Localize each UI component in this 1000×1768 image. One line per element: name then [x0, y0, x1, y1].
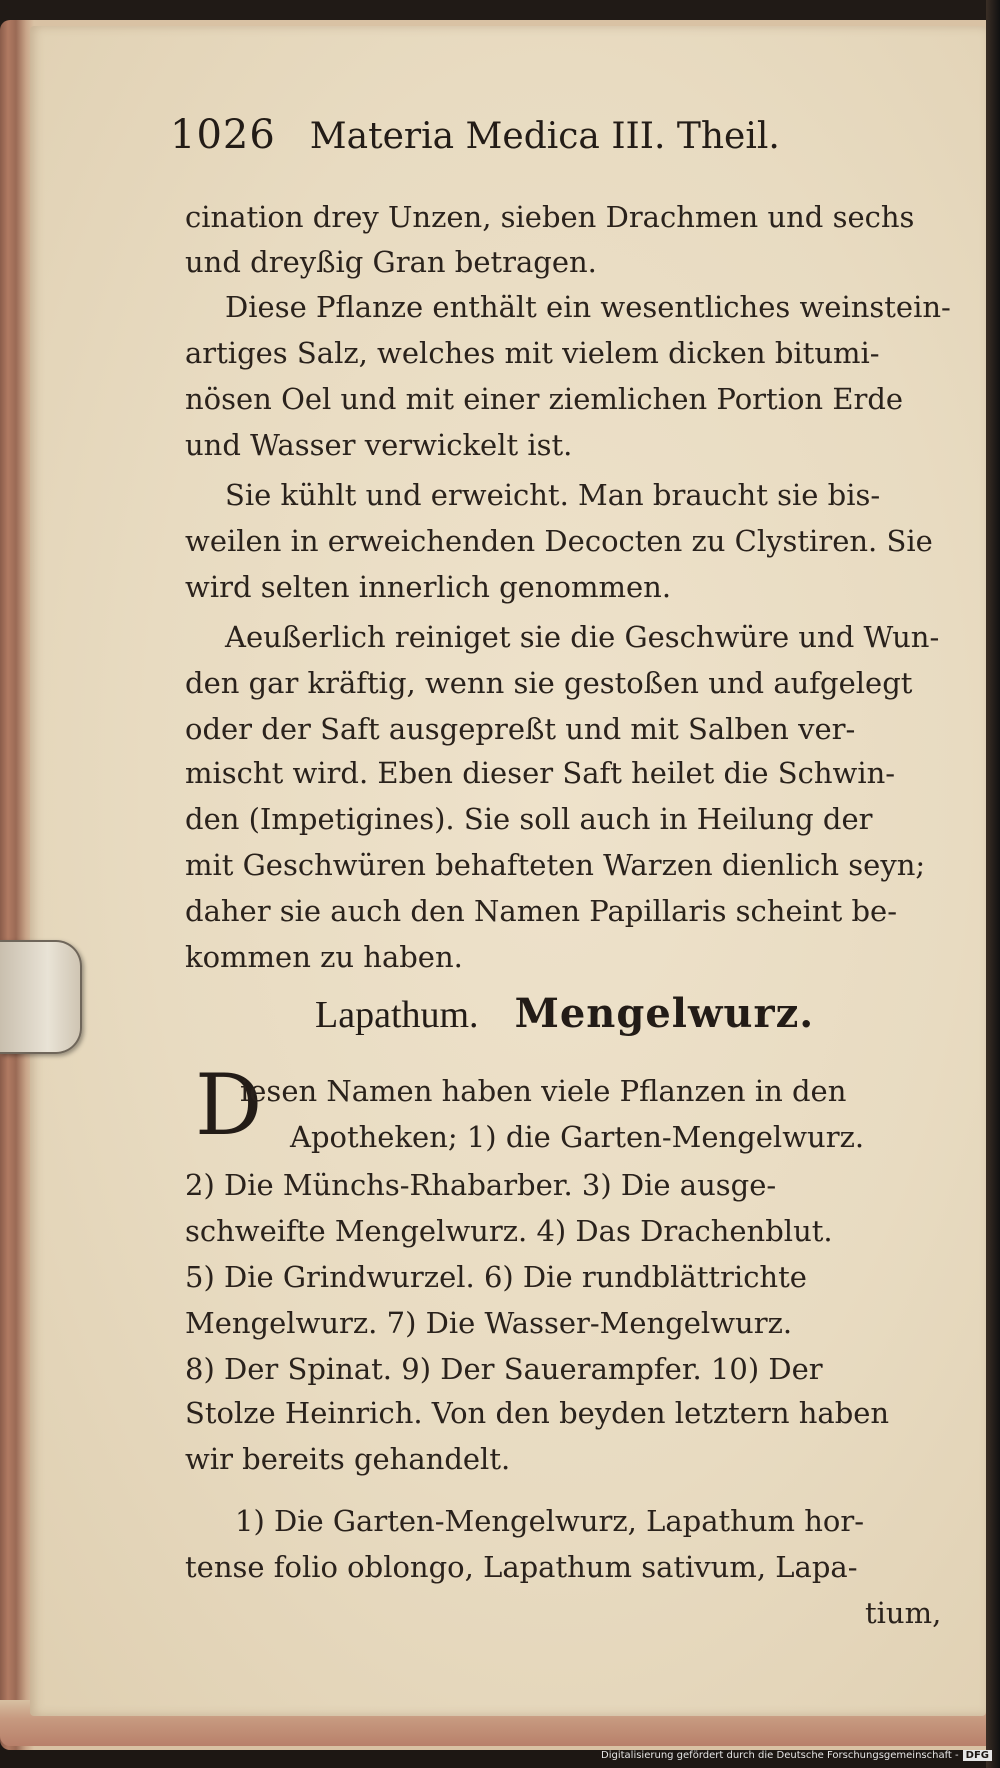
text-line: oder der Saft ausgepreßt und mit Salben ver-	[185, 712, 856, 746]
text-line: 5) Die Grindwurzel. 6) Die rundblättrichte	[185, 1260, 807, 1294]
text-line: schweifte Mengelwurz. 4) Das Drachenblut.	[185, 1214, 833, 1248]
text-line: den (Impetigines). Sie soll auch in Heilung der	[185, 802, 873, 836]
text-line: cination drey Unzen, sieben Drachmen und sechs	[185, 200, 915, 234]
text-line: daher sie auch den Namen Papillaris scheint be-	[185, 894, 897, 928]
footer-text: Digitalisierung gefördert durch die Deutsche Forschungsgemeinschaft -	[601, 1750, 959, 1761]
text-line: und dreyßig Gran betragen.	[185, 245, 597, 279]
section-heading	[315, 990, 814, 1037]
text-line: Diese Pflanze enthält ein wesentliches weinstein-	[225, 290, 951, 324]
text-line: mit Geschwüren behafteten Warzen dienlich seyn;	[185, 848, 926, 882]
text-line: tense folio oblongo, Lapathum sativum, Lapa-	[185, 1550, 858, 1584]
text-line: kommen zu haben.	[185, 940, 463, 974]
text-line: und Wasser verwickelt ist.	[185, 428, 573, 462]
text-line: den gar kräftig, wenn sie gestoßen und aufgelegt	[185, 666, 913, 700]
text-line: Sie kühlt und erweicht. Man braucht sie bis-	[225, 478, 881, 512]
section-heading-german: Mengelwurz.	[514, 990, 815, 1037]
text-line: weilen in erweichenden Decocten zu Clystiren. Sie	[185, 524, 933, 558]
text-line: mischt wird. Eben dieser Saft heilet die Schwin-	[185, 756, 896, 790]
running-title: Materia Medica III. Theil.	[309, 116, 780, 157]
text-line: iesen Namen haben viele Pflanzen in den	[240, 1074, 847, 1108]
text-line: nösen Oel und mit einer ziemlichen Portion Erde	[185, 382, 904, 416]
text-line: wir bereits gehandelt.	[185, 1442, 511, 1476]
text-line: tium,	[865, 1596, 942, 1630]
text-line: Apotheken; 1) die Garten-Mengelwurz.	[290, 1120, 865, 1154]
text-line: Aeußerlich reiniget sie die Geschwüre und Wun-	[225, 620, 940, 654]
text-line: 2) Die Münchs-Rhabarber. 3) Die ausge-	[185, 1168, 777, 1202]
digitization-footer	[601, 1750, 992, 1761]
scan-right-border	[986, 0, 1000, 1768]
text-line: 8) Der Spinat. 9) Der Sauerampfer. 10) Der	[185, 1352, 823, 1386]
bookmark-clip	[0, 940, 82, 1054]
text-line: wird selten innerlich genommen.	[185, 570, 672, 604]
section-heading-latin: Lapathum.	[315, 994, 479, 1036]
text-line: artiges Salz, welches mit vielem dicken bitumi-	[185, 336, 880, 370]
drop-cap: D	[195, 1056, 263, 1154]
text-line: 1) Die Garten-Mengelwurz, Lapathum hor-	[235, 1504, 865, 1538]
dfg-logo: DFG	[963, 1750, 992, 1761]
page-number: 1026	[170, 112, 276, 158]
text-line: Mengelwurz. 7) Die Wasser-Mengelwurz.	[185, 1306, 793, 1340]
text-line: Stolze Heinrich. Von den beyden letztern haben	[185, 1396, 890, 1430]
running-header	[170, 112, 780, 158]
